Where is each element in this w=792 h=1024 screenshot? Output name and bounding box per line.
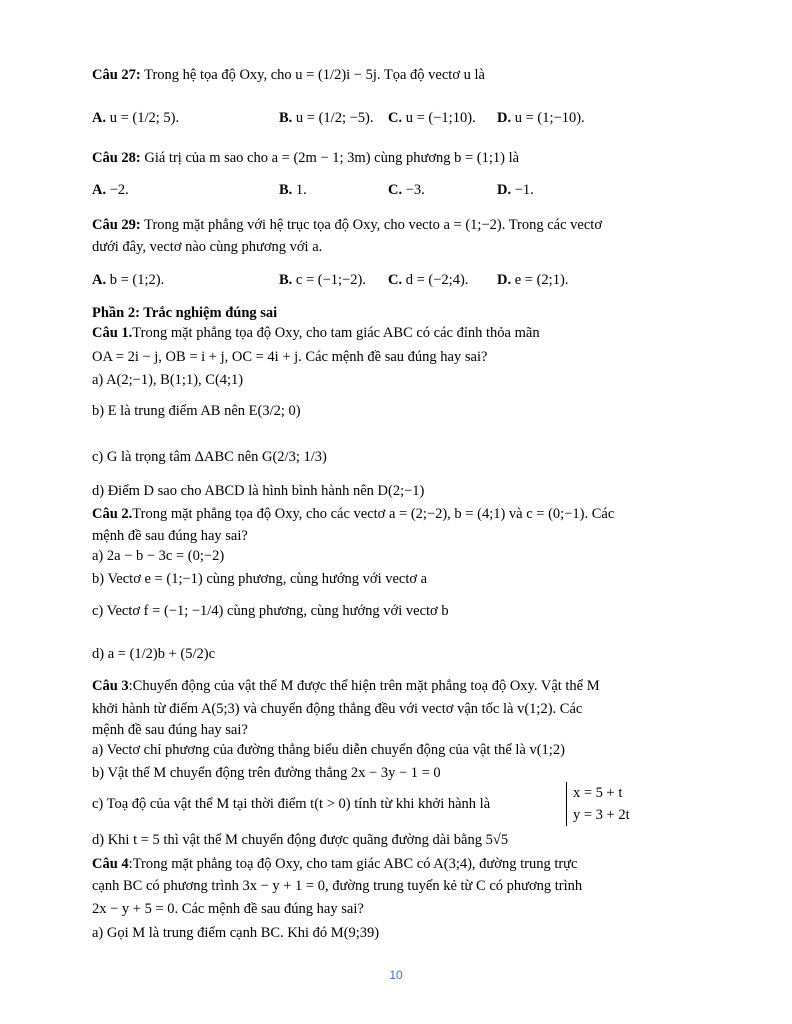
- c1-stem-line2: OA = 2i − j, OB = i + j, OC = 4i + j. Các mệnh đề sau đúng hay sai?: [92, 349, 488, 365]
- q29-stem-line2: dưới đây, vectơ nào cùng phương với a.: [92, 239, 323, 255]
- c2-label: Câu 2.: [92, 506, 133, 522]
- c3-statement-d: d) Khi t = 5 thì vật thể M chuyển động được quãng đường dài bằng 5√5: [92, 832, 509, 848]
- q28-option-c: C. −3.: [388, 182, 425, 198]
- q29-option-a: A. b = (1;2).: [92, 272, 165, 288]
- c1-statement-b: b) E là trung điểm AB nên E(3/2; 0): [92, 403, 301, 419]
- c1-statement-c: c) G là trọng tâm ΔABC nên G(2/3; 1/3): [92, 449, 327, 465]
- c3-equation-system: x = 5 + t y = 3 + 2t: [566, 782, 630, 826]
- q27-label: Câu 27:: [92, 67, 141, 83]
- c3-statement-b: b) Vật thể M chuyển động trên đường thẳng 2x − 3y − 1 = 0: [92, 765, 441, 781]
- c3-stem-line2: khởi hành từ điểm A(5;3) và chuyển động thẳng đều với vectơ vận tốc là v(1;2). Các: [92, 701, 583, 717]
- q27-option-c: C. u = (−1;10).: [388, 110, 476, 126]
- q29-option-b: B. c = (−1;−2).: [279, 272, 366, 288]
- c3-stem-line3: mệnh đề sau đúng hay sai?: [92, 722, 248, 738]
- c2-stem-line2: mệnh đề sau đúng hay sai?: [92, 528, 248, 544]
- c3-label: Câu 3: [92, 678, 129, 694]
- q28-stem: [92, 149, 700, 167]
- c4-label: Câu 4: [92, 856, 129, 872]
- c1-stem-line1: Câu 1.Trong mặt phẳng tọa độ Oxy, cho tam giác ABC có các đỉnh thỏa mãn: [92, 325, 540, 341]
- c1-label: Câu 1.: [92, 325, 133, 341]
- c3-statement-a: a) Vectơ chỉ phương của đường thẳng biểu diễn chuyển động của vật thể là v(1;2): [92, 742, 565, 758]
- q28-text: Giá trị của m sao cho a = (2m − 1; 3m) cùng phương b = (1;1) là: [144, 150, 520, 166]
- q29-stem-line1: Câu 29: Trong mặt phẳng với hệ trục tọa độ Oxy, cho vecto a = (1;−2). Trong các vectơ: [92, 217, 603, 233]
- q27-option-b: B. u = (1/2; −5).: [279, 110, 374, 126]
- c4-stem-line3: 2x − y + 5 = 0. Các mệnh đề sau đúng hay sai?: [92, 901, 364, 917]
- q27-stem: [92, 66, 700, 84]
- c2-statement-b: b) Vectơ e = (1;−1) cùng phương, cùng hướng với vectơ a: [92, 571, 428, 587]
- c2-statement-c: c) Vectơ f = (−1; −1/4) cùng phương, cùng hướng với vectơ b: [92, 603, 449, 619]
- c3-stem-line1: Câu 3:Chuyển động của vật thể M được thể hiện trên mặt phẳng toạ độ Oxy. Vật thể M: [92, 678, 600, 694]
- c4-statement-a: a) Gọi M là trung điểm cạnh BC. Khi đó M(9;39): [92, 925, 380, 941]
- q27-text: Trong hệ tọa độ Oxy, cho u = (1/2)i − 5j. Tọa độ vectơ u là: [144, 67, 485, 83]
- q28-option-b: B. 1.: [279, 182, 307, 198]
- q28-option-d: D. −1.: [497, 182, 534, 198]
- c1-statement-a: a) A(2;−1), B(1;1), C(4;1): [92, 372, 244, 388]
- q28-label: Câu 28:: [92, 150, 141, 166]
- c1-statement-d: d) Điểm D sao cho ABCD là hình bình hành nên D(2;−1): [92, 483, 425, 499]
- c2-stem-line1: Câu 2.Trong mặt phẳng tọa độ Oxy, cho các vectơ a = (2;−2), b = (4;1) và c = (0;−1). Các: [92, 506, 615, 522]
- q29-label: Câu 29:: [92, 217, 141, 233]
- c2-statement-a: a) 2a − b − 3c = (0;−2): [92, 548, 225, 564]
- part2-title: Phần 2: Trắc nghiệm đúng sai: [92, 305, 278, 321]
- q27-option-a: A. u = (1/2; 5).: [92, 110, 180, 126]
- q28-option-a: A. −2.: [92, 182, 129, 198]
- page-number: 10: [389, 968, 403, 982]
- q29-option-d: D. e = (2;1).: [497, 272, 569, 288]
- c2-statement-d: d) a = (1/2)b + (5/2)c: [92, 646, 216, 662]
- q29-option-c: C. d = (−2;4).: [388, 272, 469, 288]
- c3-statement-c: c) Toạ độ của vật thể M tại thời điểm t(t > 0) tính từ khi khởi hành là: [92, 796, 491, 812]
- q27-option-d: D. u = (1;−10).: [497, 110, 585, 126]
- c4-stem-line2: cạnh BC có phương trình 3x − y + 1 = 0, đường trung tuyến kẻ từ C có phương trình: [92, 878, 583, 894]
- c4-stem-line1: Câu 4:Trong mặt phẳng toạ độ Oxy, cho tam giác ABC có A(3;4), đường trung trực: [92, 856, 578, 872]
